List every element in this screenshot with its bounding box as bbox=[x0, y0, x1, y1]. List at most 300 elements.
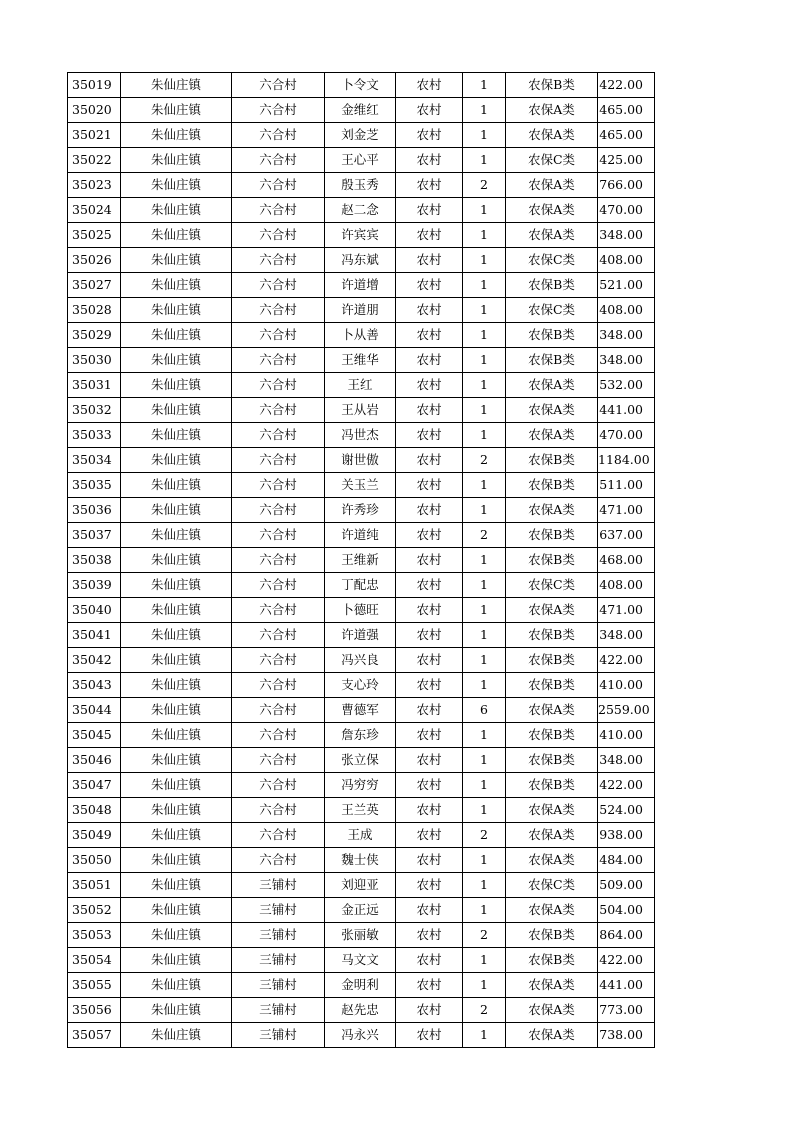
record-id-cell: 35036 bbox=[68, 498, 121, 523]
household-count-cell: 1 bbox=[463, 973, 506, 998]
name-cell: 王维华 bbox=[325, 348, 396, 373]
household-count-cell: 1 bbox=[463, 198, 506, 223]
village-cell: 六合村 bbox=[232, 173, 325, 198]
category-cell: 农村 bbox=[396, 298, 463, 323]
town-cell: 朱仙庄镇 bbox=[121, 748, 232, 773]
name-cell: 王维新 bbox=[325, 548, 396, 573]
amount-cell: 422.00 bbox=[598, 73, 655, 98]
table-row bbox=[68, 498, 655, 523]
village-cell: 六合村 bbox=[232, 273, 325, 298]
town-cell: 朱仙庄镇 bbox=[121, 423, 232, 448]
name-cell: 卜德旺 bbox=[325, 598, 396, 623]
village-cell: 三铺村 bbox=[232, 948, 325, 973]
household-count-cell: 2 bbox=[463, 923, 506, 948]
table-row bbox=[68, 973, 655, 998]
name-cell: 冯穷穷 bbox=[325, 773, 396, 798]
record-id-cell: 35034 bbox=[68, 448, 121, 473]
town-cell: 朱仙庄镇 bbox=[121, 673, 232, 698]
name-cell: 詹东珍 bbox=[325, 723, 396, 748]
table-row bbox=[68, 423, 655, 448]
category-cell: 农村 bbox=[396, 698, 463, 723]
insurance-class-cell: 农保B类 bbox=[506, 748, 598, 773]
town-cell: 朱仙庄镇 bbox=[121, 448, 232, 473]
household-count-cell: 1 bbox=[463, 948, 506, 973]
amount-cell: 532.00 bbox=[598, 373, 655, 398]
category-cell: 农村 bbox=[396, 198, 463, 223]
name-cell: 王心平 bbox=[325, 148, 396, 173]
record-id-cell: 35030 bbox=[68, 348, 121, 373]
insurance-class-cell: 农保B类 bbox=[506, 273, 598, 298]
record-id-cell: 35042 bbox=[68, 648, 121, 673]
table-row bbox=[68, 73, 655, 98]
amount-cell: 524.00 bbox=[598, 798, 655, 823]
table-row bbox=[68, 198, 655, 223]
amount-cell: 470.00 bbox=[598, 423, 655, 448]
household-count-cell: 1 bbox=[463, 73, 506, 98]
household-count-cell: 1 bbox=[463, 473, 506, 498]
village-cell: 六合村 bbox=[232, 123, 325, 148]
household-count-cell: 2 bbox=[463, 523, 506, 548]
category-cell: 农村 bbox=[396, 123, 463, 148]
insurance-class-cell: 农保A类 bbox=[506, 223, 598, 248]
village-cell: 六合村 bbox=[232, 798, 325, 823]
name-cell: 马文文 bbox=[325, 948, 396, 973]
village-cell: 六合村 bbox=[232, 148, 325, 173]
record-id-cell: 35041 bbox=[68, 623, 121, 648]
household-count-cell: 1 bbox=[463, 298, 506, 323]
insurance-class-cell: 农保B类 bbox=[506, 673, 598, 698]
record-id-cell: 35040 bbox=[68, 598, 121, 623]
name-cell: 赵先忠 bbox=[325, 998, 396, 1023]
record-id-cell: 35019 bbox=[68, 73, 121, 98]
village-cell: 六合村 bbox=[232, 223, 325, 248]
category-cell: 农村 bbox=[396, 948, 463, 973]
category-cell: 农村 bbox=[396, 848, 463, 873]
name-cell: 王红 bbox=[325, 373, 396, 398]
village-cell: 六合村 bbox=[232, 748, 325, 773]
name-cell: 刘迎亚 bbox=[325, 873, 396, 898]
insurance-class-cell: 农保A类 bbox=[506, 423, 598, 448]
record-id-cell: 35037 bbox=[68, 523, 121, 548]
insurance-class-cell: 农保A类 bbox=[506, 498, 598, 523]
category-cell: 农村 bbox=[396, 448, 463, 473]
insurance-class-cell: 农保A类 bbox=[506, 848, 598, 873]
household-count-cell: 1 bbox=[463, 398, 506, 423]
insurance-class-cell: 农保A类 bbox=[506, 198, 598, 223]
amount-cell: 521.00 bbox=[598, 273, 655, 298]
name-cell: 王从岩 bbox=[325, 398, 396, 423]
household-count-cell: 1 bbox=[463, 123, 506, 148]
village-cell: 六合村 bbox=[232, 498, 325, 523]
town-cell: 朱仙庄镇 bbox=[121, 848, 232, 873]
town-cell: 朱仙庄镇 bbox=[121, 123, 232, 148]
record-id-cell: 35047 bbox=[68, 773, 121, 798]
amount-cell: 2559.00 bbox=[598, 698, 655, 723]
town-cell: 朱仙庄镇 bbox=[121, 898, 232, 923]
village-cell: 三铺村 bbox=[232, 898, 325, 923]
amount-cell: 348.00 bbox=[598, 623, 655, 648]
name-cell: 曹德军 bbox=[325, 698, 396, 723]
insurance-class-cell: 农保B类 bbox=[506, 323, 598, 348]
household-count-cell: 1 bbox=[463, 898, 506, 923]
table-row bbox=[68, 548, 655, 573]
table-row bbox=[68, 573, 655, 598]
record-id-cell: 35032 bbox=[68, 398, 121, 423]
record-id-cell: 35051 bbox=[68, 873, 121, 898]
name-cell: 许道纯 bbox=[325, 523, 396, 548]
category-cell: 农村 bbox=[396, 873, 463, 898]
table-row bbox=[68, 398, 655, 423]
amount-cell: 468.00 bbox=[598, 548, 655, 573]
category-cell: 农村 bbox=[396, 473, 463, 498]
category-cell: 农村 bbox=[396, 323, 463, 348]
amount-cell: 509.00 bbox=[598, 873, 655, 898]
table-row bbox=[68, 948, 655, 973]
category-cell: 农村 bbox=[396, 248, 463, 273]
category-cell: 农村 bbox=[396, 173, 463, 198]
record-id-cell: 35053 bbox=[68, 923, 121, 948]
name-cell: 关玉兰 bbox=[325, 473, 396, 498]
category-cell: 农村 bbox=[396, 423, 463, 448]
record-id-cell: 35046 bbox=[68, 748, 121, 773]
town-cell: 朱仙庄镇 bbox=[121, 923, 232, 948]
category-cell: 农村 bbox=[396, 398, 463, 423]
village-cell: 六合村 bbox=[232, 323, 325, 348]
record-id-cell: 35054 bbox=[68, 948, 121, 973]
household-count-cell: 2 bbox=[463, 448, 506, 473]
table-row bbox=[68, 873, 655, 898]
amount-cell: 408.00 bbox=[598, 248, 655, 273]
table-row bbox=[68, 598, 655, 623]
town-cell: 朱仙庄镇 bbox=[121, 73, 232, 98]
name-cell: 支心玲 bbox=[325, 673, 396, 698]
category-cell: 农村 bbox=[396, 823, 463, 848]
insurance-class-cell: 农保B类 bbox=[506, 623, 598, 648]
category-cell: 农村 bbox=[396, 73, 463, 98]
town-cell: 朱仙庄镇 bbox=[121, 623, 232, 648]
category-cell: 农村 bbox=[396, 598, 463, 623]
village-cell: 六合村 bbox=[232, 598, 325, 623]
town-cell: 朱仙庄镇 bbox=[121, 348, 232, 373]
name-cell: 赵二念 bbox=[325, 198, 396, 223]
village-cell: 六合村 bbox=[232, 623, 325, 648]
record-id-cell: 35031 bbox=[68, 373, 121, 398]
village-cell: 六合村 bbox=[232, 648, 325, 673]
benefit-roster-table bbox=[67, 72, 655, 1048]
household-count-cell: 2 bbox=[463, 823, 506, 848]
village-cell: 六合村 bbox=[232, 198, 325, 223]
name-cell: 许秀珍 bbox=[325, 498, 396, 523]
category-cell: 农村 bbox=[396, 998, 463, 1023]
insurance-class-cell: 农保B类 bbox=[506, 523, 598, 548]
town-cell: 朱仙庄镇 bbox=[121, 98, 232, 123]
household-count-cell: 1 bbox=[463, 623, 506, 648]
town-cell: 朱仙庄镇 bbox=[121, 523, 232, 548]
record-id-cell: 35049 bbox=[68, 823, 121, 848]
table-row bbox=[68, 373, 655, 398]
household-count-cell: 2 bbox=[463, 173, 506, 198]
category-cell: 农村 bbox=[396, 548, 463, 573]
name-cell: 张丽敏 bbox=[325, 923, 396, 948]
town-cell: 朱仙庄镇 bbox=[121, 298, 232, 323]
insurance-class-cell: 农保C类 bbox=[506, 148, 598, 173]
record-id-cell: 35023 bbox=[68, 173, 121, 198]
record-id-cell: 35050 bbox=[68, 848, 121, 873]
record-id-cell: 35033 bbox=[68, 423, 121, 448]
household-count-cell: 1 bbox=[463, 223, 506, 248]
village-cell: 三铺村 bbox=[232, 923, 325, 948]
town-cell: 朱仙庄镇 bbox=[121, 548, 232, 573]
town-cell: 朱仙庄镇 bbox=[121, 398, 232, 423]
insurance-class-cell: 农保B类 bbox=[506, 448, 598, 473]
town-cell: 朱仙庄镇 bbox=[121, 498, 232, 523]
village-cell: 六合村 bbox=[232, 823, 325, 848]
amount-cell: 504.00 bbox=[598, 898, 655, 923]
amount-cell: 425.00 bbox=[598, 148, 655, 173]
amount-cell: 471.00 bbox=[598, 598, 655, 623]
village-cell: 六合村 bbox=[232, 248, 325, 273]
insurance-class-cell: 农保A类 bbox=[506, 1023, 598, 1048]
insurance-class-cell: 农保C类 bbox=[506, 573, 598, 598]
record-id-cell: 35026 bbox=[68, 248, 121, 273]
town-cell: 朱仙庄镇 bbox=[121, 773, 232, 798]
household-count-cell: 1 bbox=[463, 1023, 506, 1048]
table-row bbox=[68, 773, 655, 798]
category-cell: 农村 bbox=[396, 148, 463, 173]
insurance-class-cell: 农保B类 bbox=[506, 948, 598, 973]
record-id-cell: 35027 bbox=[68, 273, 121, 298]
table-row bbox=[68, 848, 655, 873]
town-cell: 朱仙庄镇 bbox=[121, 723, 232, 748]
insurance-class-cell: 农保C类 bbox=[506, 298, 598, 323]
insurance-class-cell: 农保B类 bbox=[506, 723, 598, 748]
amount-cell: 441.00 bbox=[598, 398, 655, 423]
insurance-class-cell: 农保A类 bbox=[506, 373, 598, 398]
household-count-cell: 1 bbox=[463, 673, 506, 698]
village-cell: 六合村 bbox=[232, 298, 325, 323]
amount-cell: 441.00 bbox=[598, 973, 655, 998]
village-cell: 三铺村 bbox=[232, 998, 325, 1023]
household-count-cell: 1 bbox=[463, 648, 506, 673]
record-id-cell: 35048 bbox=[68, 798, 121, 823]
name-cell: 冯东斌 bbox=[325, 248, 396, 273]
household-count-cell: 1 bbox=[463, 748, 506, 773]
name-cell: 张立保 bbox=[325, 748, 396, 773]
amount-cell: 408.00 bbox=[598, 298, 655, 323]
amount-cell: 348.00 bbox=[598, 323, 655, 348]
table-row bbox=[68, 148, 655, 173]
insurance-class-cell: 农保A类 bbox=[506, 173, 598, 198]
village-cell: 三铺村 bbox=[232, 873, 325, 898]
amount-cell: 773.00 bbox=[598, 998, 655, 1023]
table-row bbox=[68, 323, 655, 348]
town-cell: 朱仙庄镇 bbox=[121, 148, 232, 173]
household-count-cell: 1 bbox=[463, 873, 506, 898]
town-cell: 朱仙庄镇 bbox=[121, 998, 232, 1023]
household-count-cell: 1 bbox=[463, 273, 506, 298]
town-cell: 朱仙庄镇 bbox=[121, 1023, 232, 1048]
record-id-cell: 35028 bbox=[68, 298, 121, 323]
amount-cell: 637.00 bbox=[598, 523, 655, 548]
town-cell: 朱仙庄镇 bbox=[121, 198, 232, 223]
record-id-cell: 35021 bbox=[68, 123, 121, 148]
amount-cell: 1184.00 bbox=[598, 448, 655, 473]
table-row bbox=[68, 648, 655, 673]
town-cell: 朱仙庄镇 bbox=[121, 948, 232, 973]
village-cell: 六合村 bbox=[232, 73, 325, 98]
table-row bbox=[68, 123, 655, 148]
village-cell: 三铺村 bbox=[232, 1023, 325, 1048]
record-id-cell: 35057 bbox=[68, 1023, 121, 1048]
category-cell: 农村 bbox=[396, 773, 463, 798]
record-id-cell: 35025 bbox=[68, 223, 121, 248]
table-row bbox=[68, 248, 655, 273]
record-id-cell: 35029 bbox=[68, 323, 121, 348]
household-count-cell: 1 bbox=[463, 598, 506, 623]
insurance-class-cell: 农保A类 bbox=[506, 823, 598, 848]
household-count-cell: 2 bbox=[463, 998, 506, 1023]
name-cell: 刘金芝 bbox=[325, 123, 396, 148]
table-row bbox=[68, 348, 655, 373]
record-id-cell: 35039 bbox=[68, 573, 121, 598]
name-cell: 许道增 bbox=[325, 273, 396, 298]
village-cell: 六合村 bbox=[232, 848, 325, 873]
household-count-cell: 1 bbox=[463, 323, 506, 348]
town-cell: 朱仙庄镇 bbox=[121, 698, 232, 723]
insurance-class-cell: 农保A类 bbox=[506, 998, 598, 1023]
village-cell: 六合村 bbox=[232, 698, 325, 723]
roster-body bbox=[68, 73, 655, 1048]
name-cell: 谢世傲 bbox=[325, 448, 396, 473]
town-cell: 朱仙庄镇 bbox=[121, 648, 232, 673]
insurance-class-cell: 农保A类 bbox=[506, 123, 598, 148]
town-cell: 朱仙庄镇 bbox=[121, 573, 232, 598]
insurance-class-cell: 农保B类 bbox=[506, 73, 598, 98]
town-cell: 朱仙庄镇 bbox=[121, 473, 232, 498]
household-count-cell: 1 bbox=[463, 723, 506, 748]
insurance-class-cell: 农保A类 bbox=[506, 598, 598, 623]
village-cell: 六合村 bbox=[232, 523, 325, 548]
amount-cell: 465.00 bbox=[598, 123, 655, 148]
town-cell: 朱仙庄镇 bbox=[121, 323, 232, 348]
category-cell: 农村 bbox=[396, 498, 463, 523]
record-id-cell: 35022 bbox=[68, 148, 121, 173]
record-id-cell: 35045 bbox=[68, 723, 121, 748]
town-cell: 朱仙庄镇 bbox=[121, 223, 232, 248]
category-cell: 农村 bbox=[396, 348, 463, 373]
name-cell: 丁配忠 bbox=[325, 573, 396, 598]
village-cell: 六合村 bbox=[232, 398, 325, 423]
name-cell: 许道朋 bbox=[325, 298, 396, 323]
town-cell: 朱仙庄镇 bbox=[121, 598, 232, 623]
village-cell: 六合村 bbox=[232, 373, 325, 398]
amount-cell: 484.00 bbox=[598, 848, 655, 873]
amount-cell: 422.00 bbox=[598, 773, 655, 798]
record-id-cell: 35055 bbox=[68, 973, 121, 998]
village-cell: 六合村 bbox=[232, 448, 325, 473]
household-count-cell: 1 bbox=[463, 848, 506, 873]
town-cell: 朱仙庄镇 bbox=[121, 823, 232, 848]
name-cell: 冯世杰 bbox=[325, 423, 396, 448]
category-cell: 农村 bbox=[396, 523, 463, 548]
village-cell: 六合村 bbox=[232, 723, 325, 748]
name-cell: 魏士侠 bbox=[325, 848, 396, 873]
table-row bbox=[68, 273, 655, 298]
name-cell: 许道强 bbox=[325, 623, 396, 648]
category-cell: 农村 bbox=[396, 673, 463, 698]
insurance-class-cell: 农保A类 bbox=[506, 798, 598, 823]
table-row bbox=[68, 98, 655, 123]
household-count-cell: 1 bbox=[463, 373, 506, 398]
town-cell: 朱仙庄镇 bbox=[121, 173, 232, 198]
record-id-cell: 35020 bbox=[68, 98, 121, 123]
village-cell: 六合村 bbox=[232, 773, 325, 798]
town-cell: 朱仙庄镇 bbox=[121, 273, 232, 298]
record-id-cell: 35043 bbox=[68, 673, 121, 698]
table-row bbox=[68, 473, 655, 498]
category-cell: 农村 bbox=[396, 973, 463, 998]
name-cell: 王兰英 bbox=[325, 798, 396, 823]
household-count-cell: 1 bbox=[463, 348, 506, 373]
household-count-cell: 1 bbox=[463, 573, 506, 598]
insurance-class-cell: 农保A类 bbox=[506, 398, 598, 423]
household-count-cell: 6 bbox=[463, 698, 506, 723]
insurance-class-cell: 农保A类 bbox=[506, 973, 598, 998]
amount-cell: 348.00 bbox=[598, 748, 655, 773]
record-id-cell: 35044 bbox=[68, 698, 121, 723]
table-row bbox=[68, 798, 655, 823]
town-cell: 朱仙庄镇 bbox=[121, 873, 232, 898]
table-row bbox=[68, 898, 655, 923]
household-count-cell: 1 bbox=[463, 548, 506, 573]
table-row bbox=[68, 223, 655, 248]
category-cell: 农村 bbox=[396, 273, 463, 298]
record-id-cell: 35056 bbox=[68, 998, 121, 1023]
household-count-cell: 1 bbox=[463, 773, 506, 798]
village-cell: 六合村 bbox=[232, 98, 325, 123]
amount-cell: 938.00 bbox=[598, 823, 655, 848]
insurance-class-cell: 农保A类 bbox=[506, 698, 598, 723]
village-cell: 六合村 bbox=[232, 548, 325, 573]
household-count-cell: 1 bbox=[463, 798, 506, 823]
village-cell: 六合村 bbox=[232, 473, 325, 498]
village-cell: 六合村 bbox=[232, 573, 325, 598]
name-cell: 卜从善 bbox=[325, 323, 396, 348]
amount-cell: 738.00 bbox=[598, 1023, 655, 1048]
town-cell: 朱仙庄镇 bbox=[121, 798, 232, 823]
table-row bbox=[68, 748, 655, 773]
table-row bbox=[68, 698, 655, 723]
village-cell: 三铺村 bbox=[232, 973, 325, 998]
amount-cell: 470.00 bbox=[598, 198, 655, 223]
category-cell: 农村 bbox=[396, 223, 463, 248]
amount-cell: 511.00 bbox=[598, 473, 655, 498]
household-count-cell: 1 bbox=[463, 248, 506, 273]
table-row bbox=[68, 523, 655, 548]
category-cell: 农村 bbox=[396, 623, 463, 648]
name-cell: 殷玉秀 bbox=[325, 173, 396, 198]
record-id-cell: 35052 bbox=[68, 898, 121, 923]
village-cell: 六合村 bbox=[232, 423, 325, 448]
town-cell: 朱仙庄镇 bbox=[121, 373, 232, 398]
name-cell: 卜令文 bbox=[325, 73, 396, 98]
table-row bbox=[68, 298, 655, 323]
insurance-class-cell: 农保B类 bbox=[506, 923, 598, 948]
insurance-class-cell: 农保A类 bbox=[506, 98, 598, 123]
amount-cell: 410.00 bbox=[598, 673, 655, 698]
household-count-cell: 1 bbox=[463, 98, 506, 123]
table-row bbox=[68, 923, 655, 948]
